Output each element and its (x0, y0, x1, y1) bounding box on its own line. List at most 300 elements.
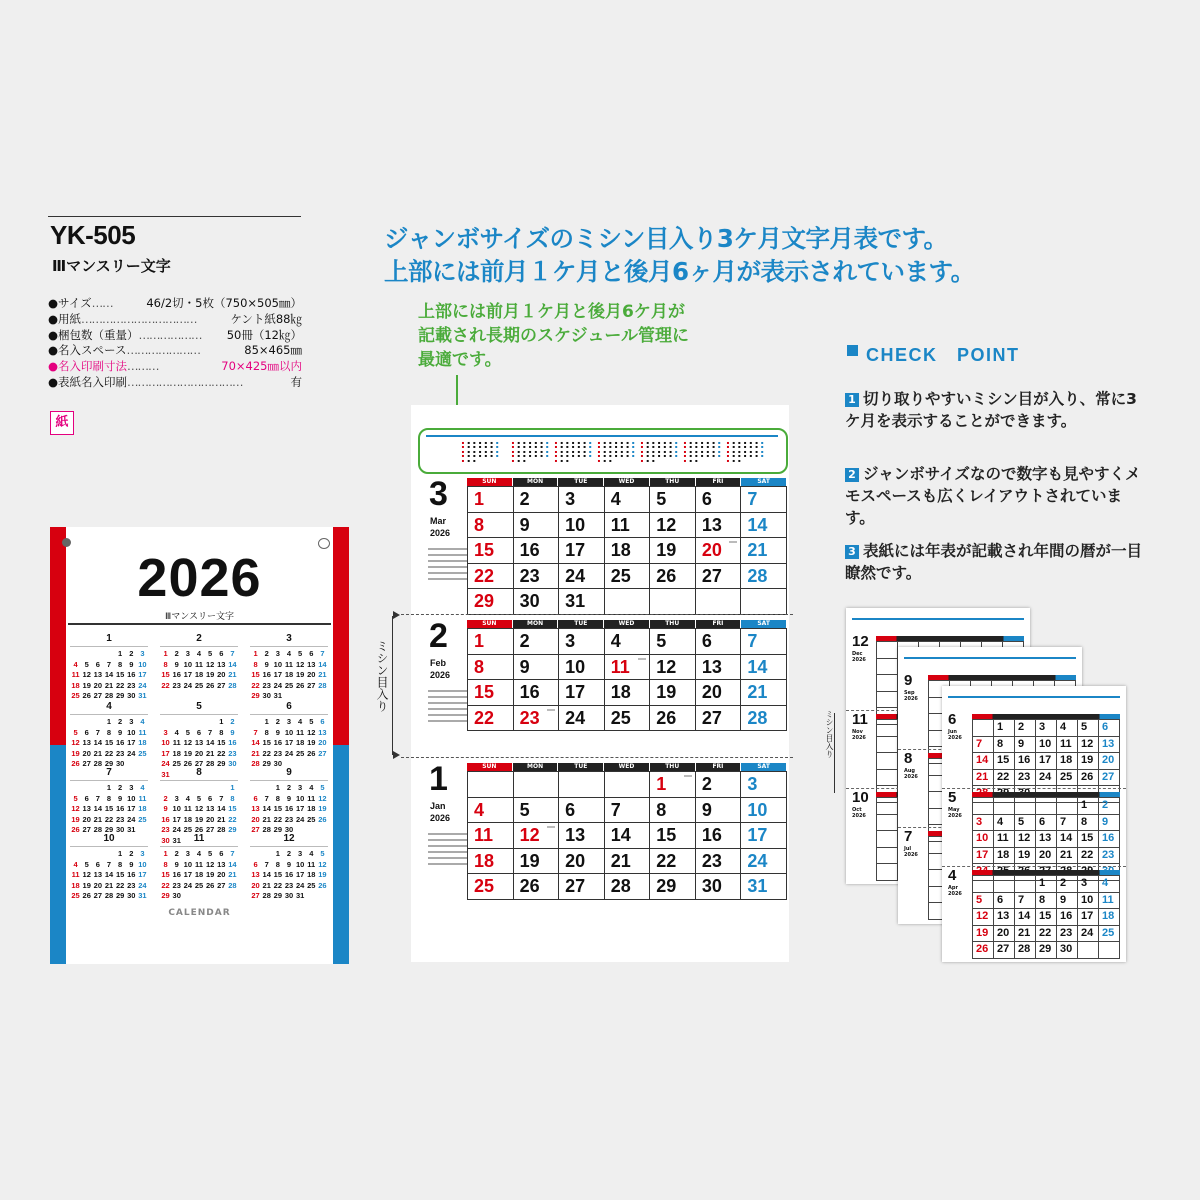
cover-day: 9 (129, 659, 134, 669)
sheet-day-cell (877, 770, 898, 787)
sheet-day-cell: 1 (1078, 798, 1099, 815)
strip-day: ▪ (517, 444, 520, 450)
spec-label: ●名入スペース (48, 343, 127, 358)
cover-day: 4 (196, 649, 202, 658)
sheet-day-cell (877, 737, 898, 754)
cover-month-number: 1 (106, 633, 112, 644)
cover-day: 25 (284, 680, 294, 690)
cover-day: 26 (205, 880, 215, 890)
cover-day: 4 (309, 849, 314, 858)
day-number: 18 (610, 682, 631, 703)
strip-day: ▪ (484, 448, 488, 454)
day-number: 1 (474, 631, 485, 651)
day-cell (741, 772, 787, 798)
sheet-day-cell: 23 (1099, 848, 1120, 865)
cover-day: 17 (161, 748, 170, 758)
strip-day: ▪ (651, 448, 655, 454)
strip-day: ▪ (726, 453, 730, 459)
strip-day: ▪ (700, 444, 704, 450)
day-cell (468, 655, 514, 681)
cover-day: 19 (71, 814, 80, 824)
cover-day: 22 (161, 880, 170, 890)
cover-day: 12 (82, 670, 91, 679)
strip-day: ▪ (760, 448, 764, 454)
sheet-day-cell: 21 (1057, 848, 1078, 865)
strip-day: ▪ (511, 448, 515, 454)
sheet-day-grid (972, 719, 1120, 803)
day-cell (559, 564, 605, 590)
cover-day: 24 (138, 680, 147, 690)
cover-day: 23 (172, 880, 181, 890)
cover-day: 12 (318, 793, 327, 803)
cover-day: 20 (217, 670, 226, 679)
day-cell (468, 538, 514, 564)
day-number: 26 (656, 707, 677, 728)
cover-day: 2 (129, 849, 134, 858)
day-number: 28 (747, 565, 768, 586)
strip-day: ▪ (737, 453, 741, 459)
cover-day: 20 (194, 748, 204, 758)
spec-leader: …………………………… (127, 374, 243, 389)
sheet-perforation (942, 866, 1126, 867)
sheet-day-cell: 11 (1099, 893, 1120, 910)
day-number: 2 (519, 631, 530, 651)
strip-day: ▪ (528, 448, 532, 454)
strip-day: ▪ (717, 444, 721, 450)
day-number: 25 (610, 565, 631, 586)
day-cell (696, 798, 742, 824)
day-number: 19 (656, 540, 677, 561)
cover-day: 30 (115, 825, 125, 834)
cover-day: 10 (295, 859, 305, 869)
strip-day: ▪ (646, 440, 649, 445)
strip-day: ▪ (467, 440, 470, 445)
cover-day: 5 (298, 649, 303, 658)
cover-day: 14 (318, 659, 327, 669)
cover-day: 26 (295, 680, 305, 690)
weekday-thu: THU (650, 620, 696, 628)
cover-day: 22 (115, 880, 125, 890)
cover-month-11 (160, 833, 238, 902)
sheet-month-english (904, 690, 918, 702)
strip-day: ▪ (511, 440, 515, 445)
cover-day: 7 (219, 793, 224, 803)
strip-day: ▪ (700, 440, 704, 445)
day-cell (559, 680, 605, 706)
cover-day: 1 (163, 649, 168, 658)
cover-day: 30 (284, 891, 294, 900)
cover-day-grid (160, 649, 238, 691)
day-number: 13 (565, 825, 586, 846)
day-number: 20 (565, 850, 586, 871)
day-cell (741, 513, 787, 539)
cover-day: 23 (127, 880, 136, 890)
strip-day: ▪ (528, 444, 532, 450)
sheet-day-cell: 1 (994, 720, 1015, 737)
strip-day: ▪ (472, 448, 476, 454)
day-cell (696, 513, 742, 539)
sheet-day-cell: 24 (1078, 926, 1099, 943)
strip-day: ▪ (726, 444, 730, 450)
cover-day-grid (70, 783, 148, 836)
sheet-day-cell: 17 (1078, 909, 1099, 926)
cover-day: 7 (230, 649, 235, 658)
cover-day: 14 (228, 659, 237, 669)
weekday-sun: SUN (467, 620, 513, 628)
sheet-month-number: 8 (904, 750, 913, 767)
day-cell (514, 798, 560, 824)
spec-leader: ………………… (126, 343, 200, 358)
day-number: 21 (747, 682, 768, 703)
cover-day: 18 (71, 680, 80, 690)
sheet-day-cell (994, 876, 1015, 893)
cover-day: 22 (115, 680, 125, 690)
cover-day: 31 (295, 891, 305, 900)
strip-day: ▪ (706, 453, 710, 459)
perforation-bracket (392, 616, 398, 755)
cover-day: 22 (251, 680, 260, 690)
sheet-month-year: 2026 (904, 852, 918, 858)
strip-day: ▪ (706, 448, 710, 454)
cover-month-number: 3 (286, 633, 292, 644)
cover-day: 7 (95, 793, 100, 803)
cover-day: 18 (284, 670, 294, 679)
day-number: 22 (656, 850, 677, 871)
day-cell (468, 849, 514, 875)
cover-day: 30 (127, 691, 136, 700)
sheet-day-cell: 4 (994, 815, 1015, 832)
spec-value: 50冊（12㎏） (226, 327, 302, 342)
day-cell (559, 706, 605, 732)
cover-day: 16 (127, 670, 136, 679)
spec-divider (48, 216, 301, 217)
cover-day: 25 (307, 814, 316, 824)
cover-day: 6 (253, 859, 258, 869)
strip-day: ▪ (467, 448, 470, 454)
day-number: 30 (701, 876, 722, 897)
perforation-line (401, 614, 793, 615)
day-cell (468, 823, 514, 849)
day-cell (741, 798, 787, 824)
sheet-day-cell: 2 (1099, 798, 1120, 815)
day-cell (650, 772, 696, 798)
cover-day: 27 (217, 680, 226, 690)
weekday-fri: FRI (696, 763, 742, 771)
cover-day: 27 (205, 825, 215, 834)
cover-day: 3 (298, 783, 303, 792)
cover-month-number: 7 (106, 767, 112, 778)
cover-day: 9 (118, 727, 123, 737)
sheet-month-number: 12 (852, 633, 869, 650)
sheet-day-cell: 18 (994, 848, 1015, 865)
strip-day: ▪ (674, 453, 678, 459)
spec-value: 70×425㎜以内 (221, 359, 302, 374)
day-number: 1 (474, 489, 485, 509)
cover-day: 21 (93, 748, 103, 758)
day-cell (650, 589, 696, 615)
cover-year: 2026 (137, 548, 262, 608)
cover-day: 3 (286, 717, 292, 726)
strip-day: ▪ (554, 440, 558, 445)
sheet-strip-rule (852, 618, 1024, 620)
strip-day: ▪ (522, 440, 526, 445)
day-cell (605, 798, 651, 824)
sheet-day-cell (877, 659, 898, 676)
strip-day: ▪ (669, 448, 672, 454)
strip-day: ▪ (749, 440, 753, 445)
cover-day: 6 (219, 849, 224, 858)
sheet-day-cell (877, 675, 898, 692)
sheet-day-cell: 12 (1015, 831, 1036, 848)
day-cell (741, 487, 787, 513)
cover-day: 23 (284, 880, 294, 890)
cover-day: 5 (185, 727, 190, 737)
cover-day: 5 (208, 649, 213, 658)
strip-day: ▪ (560, 440, 563, 445)
cover-day: 30 (284, 825, 294, 834)
cover-day: 21 (217, 814, 226, 824)
cover-day: 11 (71, 670, 80, 679)
strip-day: ▪ (651, 453, 655, 459)
sheet-day-cell: 16 (1015, 753, 1036, 770)
strip-day: ▪ (737, 448, 741, 454)
spec-label: ●サイズ (48, 296, 92, 310)
cover-day: 22 (217, 748, 226, 758)
cover-day: 11 (183, 804, 192, 813)
cover-day: 23 (228, 748, 237, 758)
strip-day: ▪ (683, 453, 687, 459)
sheet-day-cell: 9 (1099, 815, 1120, 832)
sheet-month-english (852, 807, 866, 819)
strip-day: ▪ (663, 448, 667, 454)
strip-day: ▪ (646, 444, 649, 450)
strip-day: ▪ (743, 444, 747, 450)
sheet-month-year: 2026 (948, 813, 962, 819)
strip-day: ▪ (560, 453, 563, 459)
cover-day: 18 (194, 670, 204, 679)
strip-day: ▪ (461, 453, 465, 459)
cover-day: 25 (71, 691, 80, 700)
sheet-day-cell: 16 (1099, 831, 1120, 848)
cover-day: 28 (262, 825, 271, 834)
sheet-day-cell (1099, 942, 1120, 959)
strip-day: ▪ (517, 457, 520, 463)
cover-day: 11 (307, 859, 316, 869)
cover-day: 17 (183, 870, 193, 879)
cover-day: 18 (71, 880, 80, 890)
cover-day: 3 (129, 717, 134, 726)
check-point-item (845, 388, 1145, 432)
day-number: 21 (747, 540, 768, 561)
month-number: 3 (429, 475, 448, 513)
day-cell (514, 564, 560, 590)
cover-day: 26 (71, 759, 80, 768)
cover-day: 10 (183, 659, 193, 669)
strip-day: ▪ (755, 444, 758, 450)
strip-day: ▪ (545, 444, 549, 450)
cover-day: 18 (172, 748, 181, 758)
strip-day: ▪ (565, 457, 569, 463)
sheet-day-cell: 25 (1099, 926, 1120, 943)
cover-day: 1 (219, 717, 224, 726)
cover-day: 24 (127, 814, 136, 824)
cover-day: 4 (174, 727, 179, 737)
strip-day: ▪ (717, 448, 721, 454)
day-cell (559, 589, 605, 615)
day-number: 5 (656, 489, 667, 509)
cover-day: 10 (183, 859, 193, 869)
cover-day: 8 (275, 859, 280, 869)
strip-day: ▪ (461, 440, 465, 445)
cover-day: 12 (194, 804, 204, 813)
weekday-sun: SUN (467, 763, 513, 771)
cover-day: 8 (118, 659, 123, 669)
month-year: 2026 (430, 813, 451, 823)
cover-day: 8 (118, 859, 123, 869)
cover-day: 5 (84, 859, 89, 869)
cover-band-blue-left (50, 745, 66, 964)
sheet-month-eng: Apr (948, 885, 958, 891)
cover-day: 4 (298, 717, 303, 726)
day-number: 16 (519, 540, 540, 561)
cover-day: 29 (273, 891, 283, 900)
cover-day: 28 (104, 691, 114, 700)
cover-day: 27 (251, 891, 260, 900)
spec-row (48, 312, 302, 328)
strip-day: ▪ (461, 444, 465, 450)
sheet-day-cell: 25 (1057, 770, 1078, 787)
cover-month-number: 11 (193, 833, 205, 844)
cover-day: 5 (84, 659, 89, 669)
cover-day: 4 (73, 859, 78, 869)
cover-day: 15 (273, 870, 283, 879)
cover-day: 4 (286, 649, 292, 658)
sheet-day-cell: 5 (1078, 720, 1099, 737)
day-number: 23 (519, 565, 540, 586)
month-english: Feb (430, 658, 447, 668)
day-cell (514, 849, 560, 875)
strip-day: ▪ (689, 448, 692, 454)
cover-day: 2 (129, 649, 134, 658)
headline-line-2: 上部には前月１ケ月と後月6ヶ月が表示されています。 (384, 257, 975, 286)
day-cell (605, 538, 651, 564)
cover-day: 13 (82, 804, 91, 813)
cover-day: 21 (205, 748, 215, 758)
cover-day: 9 (174, 659, 179, 669)
cover-day: 19 (295, 670, 305, 679)
strip-day: ▪ (737, 444, 741, 450)
day-grid (467, 628, 787, 731)
day-number: 14 (610, 825, 631, 846)
strip-day: ▪ (689, 457, 692, 463)
cover-day: 17 (138, 870, 147, 879)
strip-day: ▪ (554, 453, 558, 459)
cover-day: 12 (318, 859, 327, 869)
day-cell (741, 823, 787, 849)
strip-day: ▪ (614, 440, 618, 445)
strip-day: ▪ (565, 448, 569, 454)
cover-month-9 (250, 767, 328, 836)
cover-day: 10 (161, 738, 170, 747)
logo-icon (62, 538, 71, 547)
cover-day: 21 (228, 670, 237, 679)
check-point-text: ジャンボサイズなので数字も見やすくメモスペースも広くレイアウトされています。 (845, 465, 1141, 527)
sheet-day-cell (1057, 798, 1078, 815)
sheet-day-cell (973, 876, 994, 893)
cover-day: 1 (163, 849, 168, 858)
day-number: 20 (701, 682, 722, 703)
cover-day: 27 (93, 891, 103, 900)
sheet-grid (972, 792, 1120, 881)
strip-day: ▪ (495, 440, 499, 445)
cover-day-grid (70, 649, 148, 702)
strip-day: ▪ (583, 440, 586, 445)
weekday-sun: SUN (467, 478, 513, 486)
day-number: 4 (610, 489, 621, 509)
cover-day: 27 (251, 825, 260, 834)
sheet-day-cell: 10 (1078, 893, 1099, 910)
sheet-month-english (852, 729, 866, 741)
day-number: 26 (656, 565, 677, 586)
cover-day: 24 (161, 759, 170, 768)
cover-day: 6 (208, 793, 213, 803)
cover-day: 20 (251, 814, 260, 824)
strip-day: ▪ (620, 444, 624, 450)
day-number: 15 (474, 682, 495, 703)
day-number: 4 (474, 799, 485, 820)
day-cell (650, 823, 696, 849)
day-cell (468, 629, 514, 655)
weekday-wed: WED (604, 763, 650, 771)
cover-day: 27 (318, 748, 327, 758)
cover-day: 1 (264, 717, 269, 726)
cover-day: 31 (138, 891, 147, 900)
day-cell (468, 589, 514, 615)
cover-day: 15 (262, 738, 271, 747)
day-number: 1 (656, 774, 667, 794)
cover-day: 2 (264, 649, 269, 658)
sheet-day-cell (877, 815, 898, 832)
strip-day: ▪ (534, 440, 538, 445)
strip-day: ▪ (669, 453, 672, 459)
cover-day: 15 (217, 738, 226, 747)
sheet-month-year: 2026 (852, 657, 866, 663)
strip-day: ▪ (657, 444, 661, 450)
day-grid (467, 486, 787, 615)
strip-day: ▪ (511, 457, 515, 463)
sheet-month-year: 2026 (852, 735, 866, 741)
sheet-day-cell (1015, 876, 1036, 893)
cover-month-number: 12 (283, 833, 295, 844)
cover-day: 9 (174, 859, 179, 869)
cover-day: 18 (138, 738, 147, 747)
strip-day: ▪ (522, 448, 526, 454)
calendar-cover (50, 527, 349, 964)
cover-day: 15 (104, 738, 114, 747)
strip-day: ▪ (571, 453, 575, 459)
cover-day: 10 (138, 859, 147, 869)
cover-day: 30 (127, 891, 136, 900)
day-number: 11 (474, 825, 494, 846)
day-cell (468, 680, 514, 706)
sheet-month-eng: Nov (852, 729, 863, 735)
strip-day: ▪ (478, 440, 482, 445)
cover-day: 8 (163, 659, 168, 669)
cover-day: 26 (318, 880, 327, 890)
cover-day: 28 (104, 891, 114, 900)
day-cell (741, 680, 787, 706)
cover-day: 28 (217, 825, 226, 834)
